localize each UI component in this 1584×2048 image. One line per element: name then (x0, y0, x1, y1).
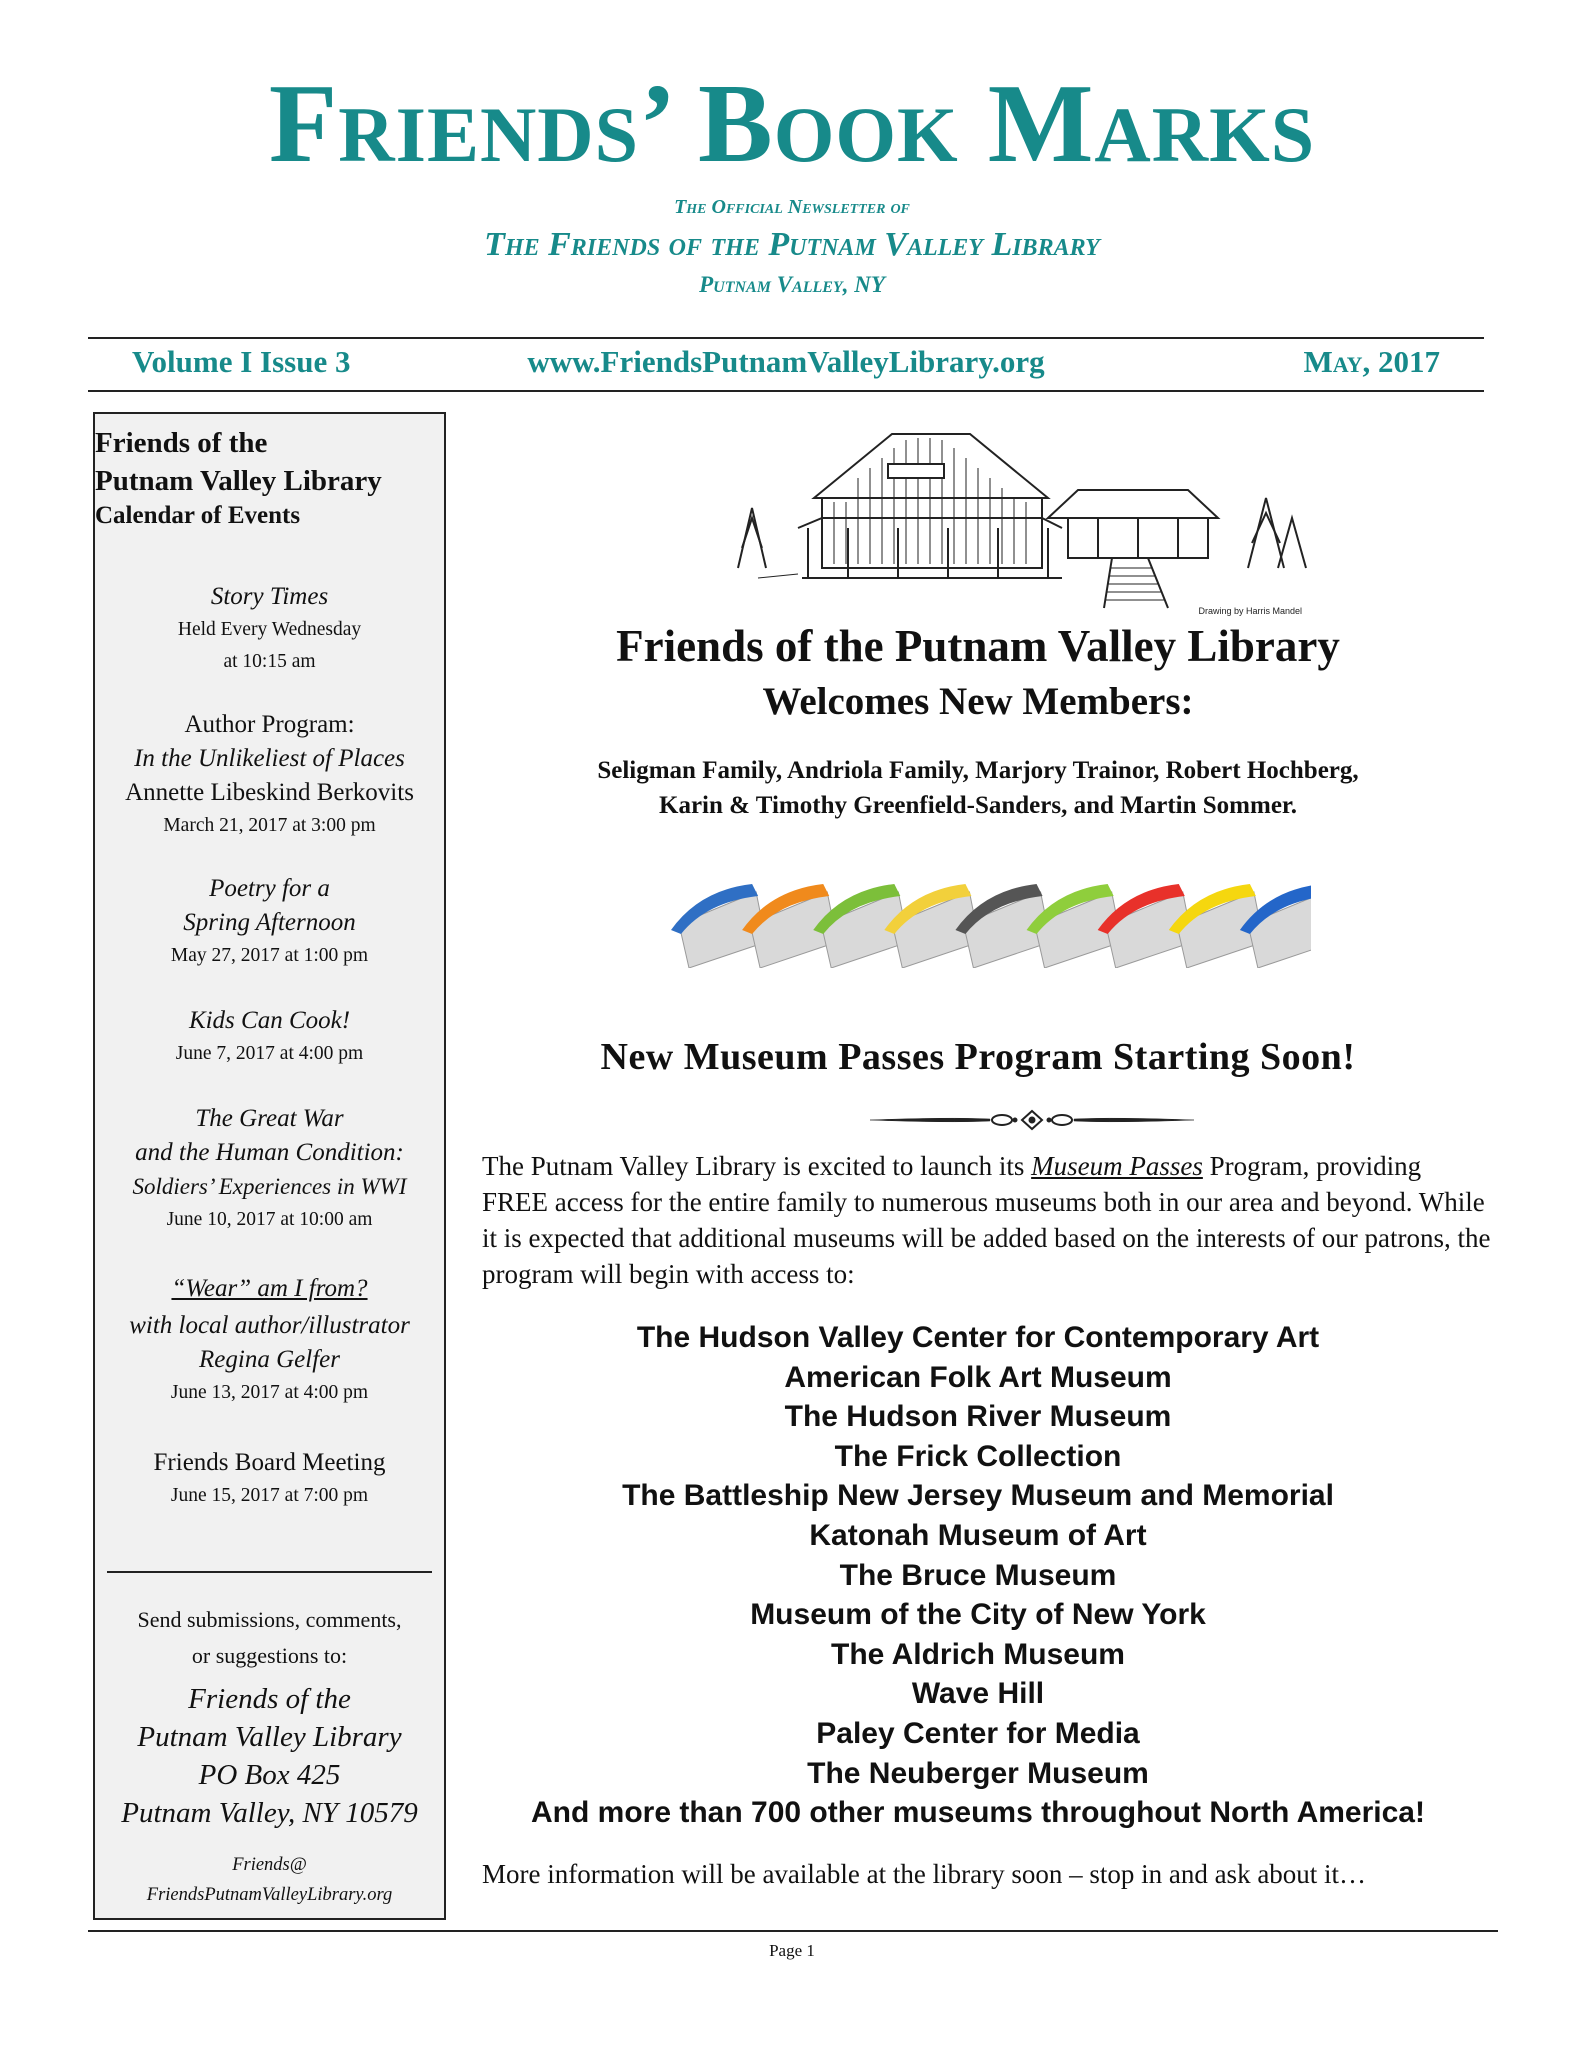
event-story-times (95, 580, 444, 678)
intro-text: The Putnam Valley Library is excited to launch its (482, 1151, 1032, 1181)
event-title: The Great War (195, 1105, 344, 1132)
calendar-title-line: Friends of the (95, 427, 268, 459)
event-board-meeting (95, 1446, 444, 1512)
event-title: Poetry for a (209, 875, 330, 902)
issue-date: May, 2017 (1303, 344, 1440, 379)
masthead-organization: The Friends of the Putnam Valley Library (484, 226, 1100, 263)
event-title: Kids Can Cook! (188, 1007, 351, 1034)
museum-item: The Hudson Valley Center for Contemporary Art (636, 1321, 1320, 1354)
event-date: June 13, 2017 at 4:00 pm (170, 1382, 369, 1403)
divider (88, 337, 1484, 339)
sidebar-divider (107, 1571, 432, 1573)
intro-text: Program, providing FREE access for the entire family to numerous museums both in our area and beyond. While it is expected that additional museums will be added based on the interests of our patrons, the program will begin with access to: (482, 1151, 1491, 1289)
members-line: Karin & Timothy Greenfield-Sanders, and Martin Sommer. (659, 792, 1297, 819)
email-line: FriendsPutnamValleyLibrary.org (146, 1885, 393, 1905)
ornament-divider (870, 1108, 1194, 1132)
members-line: Seligman Family, Andriola Family, Marjory Trainor, Robert Hochberg, (597, 757, 1359, 784)
event-title: “Wear” am I from? (171, 1275, 368, 1302)
event-date: June 7, 2017 at 4:00 pm (175, 1043, 364, 1064)
museum-item: The Frick Collection (834, 1439, 1122, 1473)
event-title: In the Unlikeliest of Places (134, 745, 405, 772)
event-author: Annette Libeskind Berkovits (125, 779, 414, 806)
submissions-line: Send submissions, comments, (137, 1607, 402, 1632)
event-great-war (95, 1102, 444, 1236)
library-drawing (718, 418, 1310, 616)
museum-item: Museum of the City of New York (750, 1598, 1206, 1632)
submissions-line: or suggestions to: (191, 1643, 348, 1668)
submissions-note (95, 1602, 444, 1674)
museum-item: Paley Center for Media (816, 1716, 1140, 1750)
museum-item: Katonah Museum of Art (809, 1518, 1147, 1552)
address-line: PO Box 425 (198, 1759, 341, 1791)
museum-item: The Bruce Museum (839, 1558, 1117, 1592)
museum-passes-link[interactable]: Museum Passes (1031, 1151, 1203, 1181)
museum-item: The Hudson River Museum (784, 1400, 1172, 1434)
welcome-heading: Friends of the Putnam Valley Library (616, 621, 1340, 671)
address-line: Putnam Valley Library (137, 1721, 402, 1753)
event-title: Story Times (210, 583, 329, 610)
museum-passes-intro (482, 1148, 1492, 1292)
event-title: Spring Afternoon (183, 909, 356, 936)
museum-passes-heading: New Museum Passes Program Starting Soon! (600, 1036, 1356, 1078)
event-title: and the Human Condition: (135, 1139, 404, 1166)
issue-volume: Volume I Issue 3 (132, 344, 351, 379)
issue-bar (88, 340, 1484, 388)
event-date: March 21, 2017 at 3:00 pm (163, 815, 376, 836)
event-author: Regina Gelfer (199, 1346, 340, 1373)
divider (88, 390, 1484, 392)
event-poetry (95, 872, 444, 972)
event-kids-can-cook (95, 1004, 444, 1070)
masthead-location: Putnam Valley, NY (699, 272, 885, 297)
calendar-title-line: Calendar of Events (95, 502, 301, 529)
event-subtitle: Soldiers’ Experiences in WWI (132, 1174, 407, 1199)
books-image (671, 872, 1311, 968)
event-date: May 27, 2017 at 1:00 pm (170, 945, 369, 966)
masthead-subtitle: The Official Newsletter of (674, 196, 910, 218)
event-date: June 10, 2017 at 10:00 am (166, 1209, 373, 1230)
mailing-address (95, 1680, 444, 1832)
more-info-text: More information will be available at the library soon – stop in and ask about it… (482, 1859, 1367, 1889)
address-line: Friends of the (188, 1683, 351, 1715)
event-wear-am-i-from (95, 1272, 444, 1409)
contact-email[interactable] (95, 1850, 444, 1910)
email-line: Friends@ (232, 1855, 307, 1875)
event-date: June 15, 2017 at 7:00 pm (170, 1485, 369, 1506)
page-number: Page 1 (769, 1941, 815, 1960)
footer-divider (88, 1930, 1498, 1932)
event-detail: at 10:15 am (223, 651, 316, 672)
website-link[interactable]: www.FriendsPutnamValleyLibrary.org (527, 344, 1045, 379)
museum-item: Wave Hill (911, 1677, 1045, 1711)
museum-item: And more than 700 other museums throughout North America! (531, 1796, 1425, 1830)
calendar-heading (95, 424, 444, 532)
museum-item: The Neuberger Museum (807, 1756, 1149, 1790)
calendar-sidebar (93, 412, 446, 1920)
newsletter-title: Friends’ Book Marks (268, 62, 1316, 186)
address-line: Putnam Valley, NY 10579 (121, 1797, 418, 1829)
event-title: Friends Board Meeting (153, 1449, 386, 1476)
event-detail: with local author/illustrator (129, 1312, 410, 1339)
event-label: Author Program: (184, 711, 355, 738)
museum-item: American Folk Art Museum (784, 1360, 1172, 1394)
event-author-program (95, 708, 444, 842)
calendar-title-line: Putnam Valley Library (95, 465, 382, 497)
welcome-subheading: Welcomes New Members: (762, 680, 1194, 723)
drawing-credit: Drawing by Harris Mandel (1198, 606, 1302, 616)
new-members-list (472, 753, 1484, 823)
museum-item: The Battleship New Jersey Museum and Memorial (622, 1479, 1334, 1513)
museum-item: The Aldrich Museum (831, 1637, 1125, 1671)
event-detail: Held Every Wednesday (177, 619, 362, 640)
museum-list (472, 1318, 1484, 1833)
